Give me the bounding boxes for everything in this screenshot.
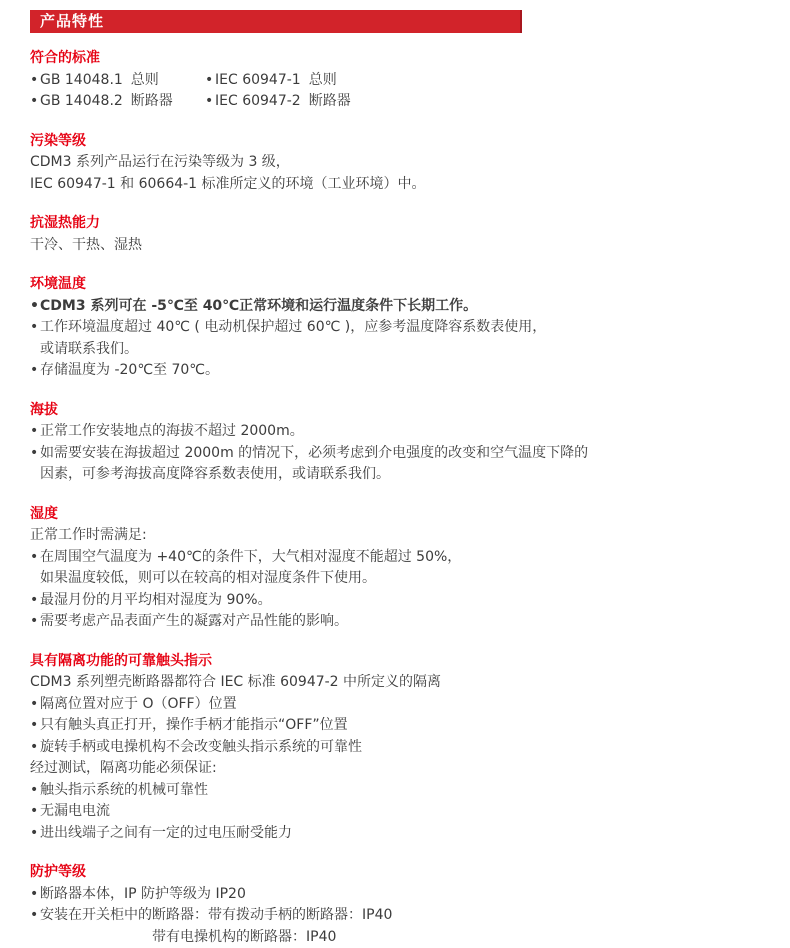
section-standards	[30, 48, 770, 113]
standard-item	[30, 91, 205, 113]
text-line: 经过测试，隔离功能必须保证:	[30, 760, 217, 776]
text-line: 干冷、干热、湿热	[30, 236, 142, 253]
bullet-line: • 如需要安装在海拔超过 2000m 的情况下，必须考虑到介电强度的改变和空气温度下降的	[30, 443, 770, 465]
bullet-line: • 旋转手柄或电操机构不会改变触头指示系统的可靠性	[30, 737, 770, 759]
standards-row	[30, 91, 770, 113]
text-line: 正常工作时需满足:	[30, 527, 147, 543]
text-line: CDM3 系列产品运行在污染等级为 3 级，	[30, 154, 290, 170]
text-line: CDM3 系列塑壳断路器都符合 IEC 标准 60947-2 中所定义的隔离	[30, 674, 442, 690]
text-line: 带有电操机构的断路器：IP40	[152, 928, 337, 945]
section-heading: 污染等级	[30, 132, 86, 149]
section-heading: 防护等级	[30, 864, 86, 880]
standard-item	[205, 70, 337, 92]
section-damp-heat	[30, 213, 770, 256]
bullet-line: • 最湿月份的月平均相对湿度为 90%。	[30, 590, 770, 612]
standard-code: GB 14048.2	[40, 93, 123, 109]
bullet-line: • 触头指示系统的机械可靠性	[30, 780, 770, 802]
bullet-line: • 安装在开关柜中的断路器：带有拨动手柄的断路器：IP40	[30, 905, 770, 927]
text-line: 因素，可参考海拔高度降容系数表使用，或请联系我们。	[40, 466, 390, 482]
text-line: 如果温度较低，则可以在较高的相对湿度条件下使用。	[40, 570, 376, 586]
bullet-line: • 进出线端子之间有一定的过电压耐受能力	[30, 823, 770, 845]
bullet-line: • 存储温度为 -20℃至 70℃。	[30, 360, 770, 382]
section-ambient-temperature	[30, 274, 770, 382]
standard-desc: 总则	[308, 71, 337, 88]
section-humidity	[30, 504, 770, 633]
bullet-line: • 只有触头真正打开，操作手柄才能指示“OFF”位置	[30, 715, 770, 737]
section-heading: 环境温度	[30, 276, 86, 292]
bullet-line: • 无漏电电流	[30, 801, 770, 823]
bullet-line: • 隔离位置对应于 O（OFF）位置	[30, 694, 770, 716]
bullet-line: • 需要考虑产品表面产生的凝露对产品性能的影响。	[30, 611, 770, 633]
section-heading: 湿度	[30, 505, 58, 522]
standard-item	[205, 91, 351, 113]
text-line: IEC 60947-1 和 60664-1 标准所定义的环境（工业环境）中。	[30, 175, 426, 192]
section-heading: 海拔	[30, 401, 58, 418]
section-altitude	[30, 400, 770, 486]
section-heading: 具有隔离功能的可靠触头指示	[30, 652, 212, 669]
standard-desc: 断路器	[308, 93, 351, 109]
bullet-line: • CDM3 系列可在 -5℃至 40℃正常环境和运行温度条件下长期工作。	[30, 296, 770, 318]
bullet-line: • 断路器本体，IP 防护等级为 IP20	[30, 884, 770, 906]
standard-code: IEC 60947-2	[215, 93, 301, 109]
section-protection-rating	[30, 862, 770, 948]
bullet-line: • 正常工作安装地点的海拔不超过 2000m。	[30, 421, 770, 443]
section-heading: 符合的标准	[30, 50, 100, 66]
standards-row	[30, 70, 770, 92]
bullet-line: • 在周围空气温度为 +40℃的条件下，大气相对湿度不能超过 50%，	[30, 547, 770, 569]
standard-code: GB 14048.1	[40, 71, 123, 88]
text-line: 或请联系我们。	[40, 340, 138, 357]
section-title-banner	[30, 10, 522, 33]
standard-item	[30, 70, 205, 92]
page-title: 产品特性	[40, 12, 105, 30]
section-pollution-degree	[30, 131, 770, 196]
section-heading: 抗湿热能力	[30, 215, 100, 231]
standard-code: IEC 60947-1	[215, 71, 301, 88]
section-isolation-indication	[30, 651, 770, 845]
standard-desc: 断路器	[130, 93, 173, 109]
bullet-line: • 工作环境温度超过 40℃ ( 电动机保护超过 60℃ )，应参考温度降容系数表使用，	[30, 317, 770, 339]
standard-desc: 总则	[130, 71, 159, 88]
